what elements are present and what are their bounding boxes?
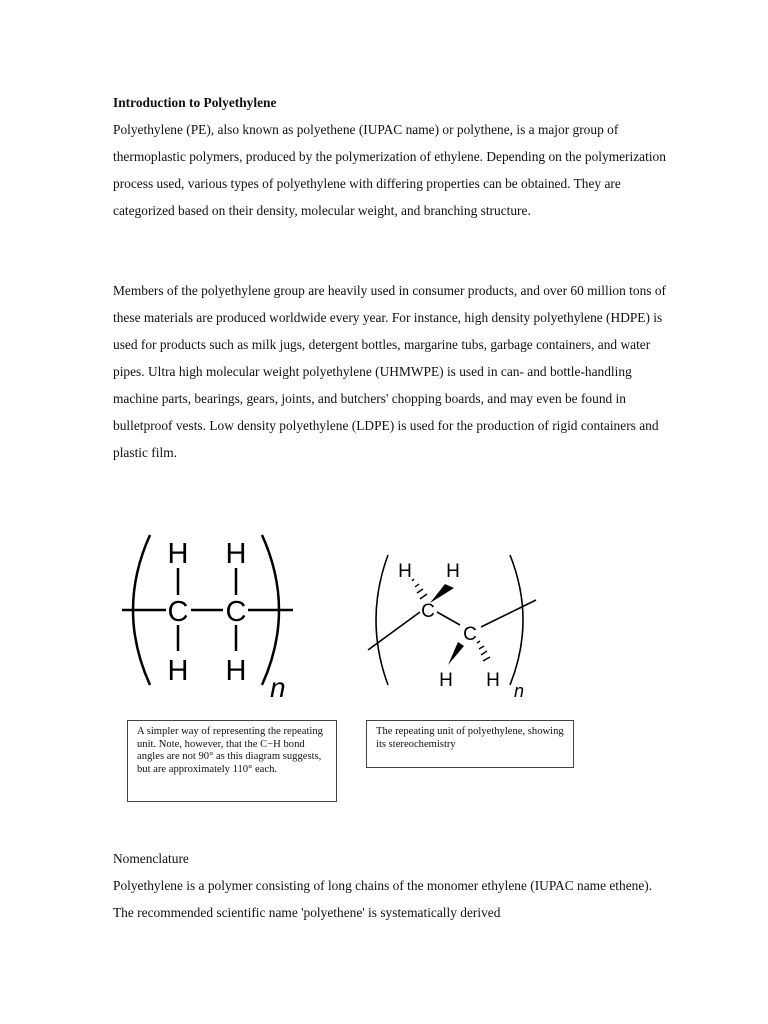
intro-paragraph-1: Polyethylene (PE), also known as polyethene (IUPAC name) or polythene, is a major group of thermoplastic polymers, produced by the polymerization of ethylene. Depending on the polymerization process used, various types of polyethylene with differing properties can be obtained. They are categorized based on their density, molecular weight, and branching structure. bbox=[113, 122, 666, 218]
carbon-atom: C bbox=[225, 596, 247, 628]
polyethylene-structural-formula bbox=[110, 525, 310, 705]
hydrogen-atom: H bbox=[486, 670, 500, 691]
repeat-count-n: n bbox=[514, 681, 525, 701]
nomenclature-paragraph: Polyethylene is a polymer consisting of long chains of the monomer ethylene (IUPAC name ethene). The recommended scientific name 'polyethene' is systematically derived bbox=[113, 878, 653, 920]
repeat-count-n: n bbox=[270, 672, 286, 703]
hydrogen-atom: H bbox=[446, 561, 460, 582]
nomenclature-heading: Nomenclature bbox=[113, 851, 189, 866]
hydrogen-atom: H bbox=[439, 670, 453, 691]
hydrogen-atom: H bbox=[398, 561, 412, 582]
hydrogen-atom: H bbox=[167, 538, 189, 570]
intro-paragraph-2: Members of the polyethylene group are heavily used in consumer products, and over 60 million tons of these materials are produced worldwide every year. For instance, high density polyethylene (HDPE) is used for products such as milk jugs, detergent bottles, margarine tubs, garbage containers, and water pipes. Ultra high molecular weight polyethylene (UHMWPE) is used in can- and bottle-handling machine parts, bearings, gears, joints, and butchers' chopping boards, and may even be found in bulletproof vests. Low density polyethylene (LDPE) is used for the production of rigid containers and plastic film. bbox=[113, 283, 666, 460]
hydrogen-atom: H bbox=[225, 538, 247, 570]
polyethylene-stereochemistry-formula bbox=[360, 545, 550, 705]
hydrogen-atom: H bbox=[167, 655, 189, 687]
hydrogen-atom: H bbox=[225, 655, 247, 687]
intro-heading: Introduction to Polyethylene bbox=[113, 95, 277, 110]
carbon-atom: C bbox=[463, 624, 477, 645]
carbon-atom: C bbox=[167, 596, 189, 628]
right-figure-caption: The repeating unit of polyethylene, showing its stereochemistry bbox=[366, 720, 574, 768]
left-figure-caption: A simpler way of representing the repeating unit. Note, however, that the C−H bond angles are not 90° as this diagram suggests, but are approximately 110° each. bbox=[127, 720, 337, 802]
carbon-atom: C bbox=[421, 601, 435, 622]
